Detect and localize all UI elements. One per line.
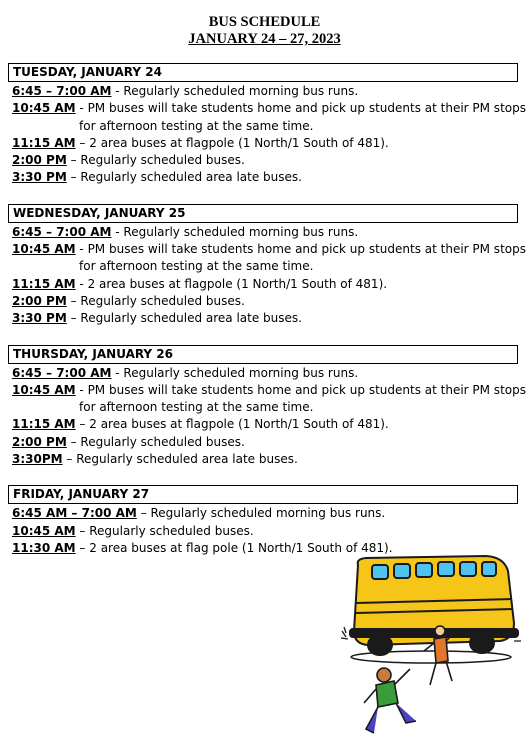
entry-text: - 2 area buses at flagpole (1 North/1 South of 481).: [75, 276, 388, 291]
entry-time: 6:45 AM – 7:00 AM: [12, 506, 137, 521]
document-subtitle: JANUARY 24 – 27, 2023: [188, 31, 341, 47]
schedule-entry: [8, 382, 526, 417]
entry-time: 2:00 PM: [12, 293, 67, 308]
entry-text: – 2 area buses at flagpole (1 North/1 South of 481).: [75, 135, 389, 150]
entry-text: - Regularly scheduled morning bus runs.: [111, 365, 359, 380]
entry-text: - Regularly scheduled morning bus runs.: [111, 84, 359, 98]
entry-time: 3:30PM: [12, 452, 63, 467]
entry-time: 6:45 – 7:00 AM: [12, 84, 112, 98]
document-header: [0, 14, 529, 48]
schedule-entry: [8, 135, 518, 152]
entry-text-continued: for afternoon testing at the same time.: [79, 400, 314, 415]
entry-text: - PM buses will take students home and pick up students at their PM stops: [75, 101, 526, 116]
entry-text: – 2 area buses at flagpole (1 North/1 South of 481).: [75, 417, 389, 432]
entry-text: - Regularly scheduled morning bus runs.: [111, 224, 359, 239]
school-bus-icon: [336, 553, 526, 735]
entry-text-continued: for afternoon testing at the same time.: [79, 118, 314, 133]
entry-text: – Regularly scheduled area late buses.: [62, 452, 298, 467]
entry-time: 11:30 AM: [12, 540, 76, 555]
running-child-green: [364, 668, 416, 733]
entry-text: – Regularly scheduled area late buses.: [66, 311, 302, 326]
day-section: [8, 485, 518, 557]
day-section: [8, 204, 526, 328]
entry-time: 10:45 AM: [12, 382, 76, 397]
entry-time: 10:45 AM: [12, 101, 76, 116]
entry-time: 11:15 AM: [12, 135, 76, 150]
entry-time: 2:00 PM: [12, 434, 67, 449]
entry-time: 3:30 PM: [12, 170, 67, 185]
schedule-entry: [8, 152, 518, 169]
entry-text: – Regularly scheduled buses.: [66, 434, 245, 449]
schedule-entry: [8, 169, 518, 186]
entry-time: 3:30 PM: [12, 311, 67, 326]
entry-text: – Regularly scheduled buses.: [75, 523, 254, 538]
entry-text-continued: for afternoon testing at the same time.: [79, 259, 314, 274]
schedule-entry: [8, 451, 518, 468]
schedule-entry: [8, 83, 518, 100]
entry-time: 6:45 – 7:00 AM: [12, 224, 112, 239]
entry-text: – Regularly scheduled area late buses.: [66, 170, 302, 185]
entry-time: 11:15 AM: [12, 417, 76, 432]
schedule-entry: [8, 224, 518, 241]
entry-time: 10:45 AM: [12, 523, 76, 538]
entry-text: – 2 area buses at flag pole (1 North/1 South of 481).: [75, 540, 393, 555]
entry-text: - PM buses will take students home and pick up students at their PM stops: [75, 382, 526, 397]
entry-text: - PM buses will take students home and pick up students at their PM stops: [75, 242, 526, 257]
schedule-entry: [8, 523, 518, 540]
entry-time: 10:45 AM: [12, 242, 76, 257]
schedule-entry: [8, 365, 518, 382]
schedule-entry: [8, 241, 526, 276]
day-header: TUESDAY, JANUARY 24: [8, 63, 518, 82]
day-section: [8, 63, 526, 187]
schedule-entry: [8, 293, 518, 310]
day-section: [8, 345, 526, 469]
entry-text: – Regularly scheduled buses.: [66, 293, 245, 308]
entry-text: – Regularly scheduled morning bus runs.: [136, 506, 386, 521]
schedule-entry: [8, 416, 518, 433]
day-header: FRIDAY, JANUARY 27: [8, 485, 518, 504]
schedule-entry: [8, 434, 518, 451]
entry-text: – Regularly scheduled buses.: [66, 153, 245, 168]
entry-time: 6:45 – 7:00 AM: [12, 365, 112, 380]
day-header: THURSDAY, JANUARY 26: [8, 345, 518, 364]
schedule-list: [8, 63, 526, 574]
schedule-entry: [8, 100, 526, 135]
document-title: BUS SCHEDULE: [208, 14, 321, 30]
bus-illustration: [341, 556, 521, 663]
schedule-entry: [8, 505, 518, 522]
schedule-entry: [8, 276, 518, 293]
schedule-entry: [8, 310, 518, 327]
entry-time: 11:15 AM: [12, 276, 76, 291]
entry-time: 2:00 PM: [12, 153, 67, 168]
day-header: WEDNESDAY, JANUARY 25: [8, 204, 518, 223]
